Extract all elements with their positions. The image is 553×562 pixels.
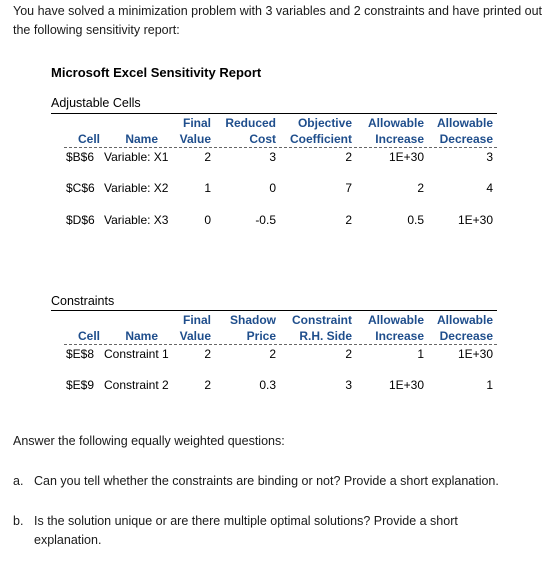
table-cell-ref: $E$8 <box>66 347 95 361</box>
table-cell-name: Variable: X1 <box>104 150 169 164</box>
table-cell-objective: 7 <box>345 181 352 195</box>
intro-text: You have solved a minimization problem with 3 variables and 2 constraints and have printed out the following sensitivity report: <box>13 4 543 37</box>
table-cell-decrease: 1E+30 <box>457 347 493 361</box>
table-cell-rhs: 2 <box>345 347 352 361</box>
table-cell-name: Variable: X2 <box>104 181 169 195</box>
table-cell-name: Constraint 2 <box>104 378 169 392</box>
header-coefficient: Coefficient <box>289 132 352 146</box>
table-cell-increase: 1E+30 <box>388 150 424 164</box>
header-allowable: Allowable <box>367 313 424 327</box>
header-price: Price <box>246 329 276 343</box>
table-cell-rhs: 3 <box>345 378 352 392</box>
header-shadow: Shadow <box>229 313 276 327</box>
header-objective: Objective <box>297 116 352 130</box>
table-cell-name: Constraint 1 <box>104 347 169 361</box>
header-allowable: Allowable <box>436 116 493 130</box>
table-cell-decrease: 3 <box>486 150 493 164</box>
table-cell-increase: 1 <box>417 347 424 361</box>
constraints-divider <box>51 310 497 311</box>
header-increase: Increase <box>375 329 424 343</box>
table-cell-final: 1 <box>204 181 211 195</box>
table-cell-increase: 0.5 <box>407 213 424 227</box>
table-cell-reduced: 3 <box>269 150 276 164</box>
header-allowable: Allowable <box>436 313 493 327</box>
table-cell-name: Variable: X3 <box>104 213 169 227</box>
question-a-text: Can you tell whether the constraints are binding or not? Provide a short explanation. <box>34 474 499 488</box>
header-constraint: Constraint <box>292 313 352 327</box>
header-value: Value <box>179 132 211 146</box>
header-reduced: Reduced <box>225 116 276 130</box>
table-cell-decrease: 1E+30 <box>457 213 493 227</box>
constraints-label: Constraints <box>51 294 115 308</box>
question-label: a. <box>13 474 24 488</box>
table-cell-final: 2 <box>204 347 211 361</box>
question-b-text: Is the solution unique or are there multiple optimal solutions? Provide a short explanation. <box>34 514 458 547</box>
header-decrease: Decrease <box>439 132 493 146</box>
table-cell-shadow: 2 <box>269 347 276 361</box>
adjustable-divider <box>51 113 497 114</box>
header-final: Final <box>182 116 211 130</box>
table-cell-objective: 2 <box>345 213 352 227</box>
table-cell-final: 2 <box>204 378 211 392</box>
header-rh-side: R.H. Side <box>299 329 352 343</box>
table-cell-shadow: 0.3 <box>259 378 276 392</box>
report-title: Microsoft Excel Sensitivity Report <box>51 65 262 80</box>
header-underline <box>64 344 497 345</box>
adjustable-cells-label: Adjustable Cells <box>51 96 141 110</box>
header-name: Name <box>125 329 158 343</box>
table-cell-reduced: -0.5 <box>255 213 276 227</box>
header-name: Name <box>125 132 158 146</box>
header-value: Value <box>179 329 211 343</box>
header-underline <box>64 147 497 148</box>
header-increase: Increase <box>375 132 424 146</box>
table-cell-objective: 2 <box>345 150 352 164</box>
questions-intro: Answer the following equally weighted questions: <box>13 434 285 448</box>
table-cell-increase: 2 <box>417 181 424 195</box>
table-cell-decrease: 4 <box>486 181 493 195</box>
table-cell-decrease: 1 <box>486 378 493 392</box>
header-cost: Cost <box>249 132 276 146</box>
table-cell-ref: $D$6 <box>66 213 95 227</box>
table-cell-final: 2 <box>204 150 211 164</box>
header-allowable: Allowable <box>367 116 424 130</box>
header-cell: Cell <box>77 132 100 146</box>
question-label: b. <box>13 514 24 528</box>
table-cell-increase: 1E+30 <box>388 378 424 392</box>
header-cell: Cell <box>77 329 100 343</box>
header-final: Final <box>182 313 211 327</box>
header-decrease: Decrease <box>439 329 493 343</box>
table-cell-reduced: 0 <box>269 181 276 195</box>
table-cell-ref: $C$6 <box>66 181 95 195</box>
table-cell-final: 0 <box>204 213 211 227</box>
table-cell-ref: $B$6 <box>66 150 95 164</box>
table-cell-ref: $E$9 <box>66 378 95 392</box>
